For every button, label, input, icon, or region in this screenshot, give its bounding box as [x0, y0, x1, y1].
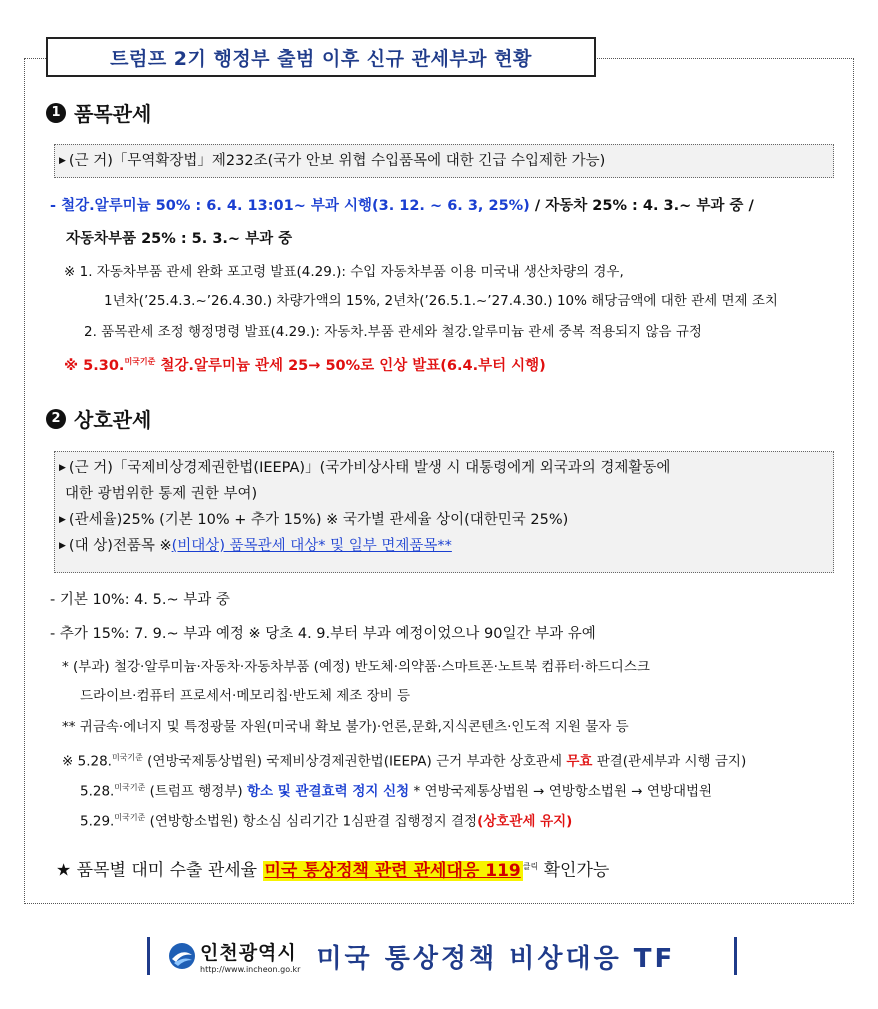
court-line-2	[80, 778, 712, 802]
basis-box-2	[54, 451, 834, 573]
incheon-logo	[168, 938, 300, 974]
number-badge-icon: 2	[46, 409, 66, 429]
court-sup: 미국기준	[114, 813, 146, 822]
section-title: 품목관세	[74, 102, 152, 126]
auto-tariff: / 자동차 25% : 4. 3.~ 부과 중 /	[529, 198, 754, 214]
court-sup: 미국기준	[111, 753, 143, 762]
basis-text-cont: 대한 광범위한 통제 권한 부여)	[65, 486, 258, 502]
basis-key: (근 거)	[68, 460, 113, 476]
number-badge-icon: 1	[46, 103, 66, 123]
footnote-1: * (부과) 철강·알루미늄·자동차·자동차부품 (예정) 반도체·의약품·스마트폰·노트북 컴퓨터·하드디스크	[62, 659, 650, 675]
court-text: (트럼프 행정부)	[145, 783, 247, 800]
note-3-text: 철강.알루미늄 관세 25→ 50%로 인상 발표(6.4.부터 시행)	[155, 357, 546, 374]
court-red: (상호관세 유지)	[477, 813, 573, 830]
note-1: ※ 1. 자동차부품 관세 완화 포고령 발표(4.29.): 수입 자동차부품 이용 미국내 생산차량의 경우,	[64, 264, 624, 280]
court-text-b: 판결(관세부과 시행 금지)	[592, 753, 747, 770]
section-title: 상호관세	[74, 408, 152, 432]
star-icon: ★	[56, 860, 72, 881]
court-red: 무효	[566, 753, 593, 770]
steel-tariff: - 철강.알루미늄 50% : 6. 4. 13:01~ 부과 시행(3. 12. ~ 6. 3, 25%)	[50, 198, 530, 214]
rate-text: 25% (기본 10% + 추가 15%) ※ 국가별 관세율 상이(대한민국 25%)	[122, 512, 569, 528]
extra-rate: - 추가 15%: 7. 9.~ 부과 예정 ※ 당초 4. 9.부터 부과 예정이었으나 90일간 부과 유예	[50, 626, 596, 642]
triangle-bullet-icon: ▶	[59, 156, 66, 166]
court-sup: 미국기준	[114, 783, 146, 792]
logo-name: 인천광역시	[200, 942, 297, 964]
triangle-bullet-icon: ▶	[59, 541, 66, 551]
note-3	[64, 352, 546, 376]
note-1b: 1년차(’25.4.3.~’26.4.30.) 차량가액의 15%, 2년차(’26.5.1.~’27.4.30.) 10% 해당금액에 대한 관세 면제 조치	[104, 293, 778, 309]
note-3-date: ※ 5.30.	[64, 357, 125, 374]
footer-bar-left	[147, 937, 150, 975]
court-line-3	[80, 808, 572, 832]
triangle-bullet-icon: ▶	[59, 515, 66, 525]
court-date: 5.29.	[80, 813, 115, 830]
logo-url: http://www.incheon.go.kr	[200, 965, 301, 974]
court-text: (연방국제통상법원) 국제비상경제권한법(IEEPA) 근거 부과한 상호관세	[142, 753, 567, 770]
footnote-1b: 드라이브·컴퓨터 프로세서·메모리칩·반도체 제조 장비 등	[80, 688, 410, 704]
court-text-b: * 연방국제통상법원 → 연방항소법원 → 연방대법원	[409, 783, 713, 800]
rate-key: (관세율)	[68, 512, 123, 528]
basis-key: (근 거)	[68, 153, 113, 169]
footer-bar-right	[734, 937, 737, 975]
target-key: (대 상)	[68, 538, 113, 554]
target-text: 전품목 ※	[112, 538, 172, 554]
tariff-line-1	[50, 196, 754, 216]
tf-title: 미국 통상정책 비상대응 TF	[316, 943, 676, 974]
page-title: 트럼프 2기 행정부 출범 이후 신규 관세부과 현황	[46, 37, 596, 77]
footer	[147, 936, 737, 976]
court-date: ※ 5.28.	[62, 753, 112, 770]
note-3-sup: 미국기준	[124, 357, 156, 366]
court-line-1	[62, 748, 746, 772]
tariff-line-2: 자동차부품 25% : 5. 3.~ 부과 중	[66, 231, 293, 247]
tariff-119-link[interactable]: 미국 통상정책 관련 관세대응 119	[264, 860, 521, 881]
basis-text: 「무역확장법」제232조(국가 안보 위협 수입품목에 대한 긴급 수입제한 가능)	[112, 153, 606, 169]
section-heading-1	[46, 98, 151, 127]
exempt-items-link[interactable]: (비대상) 품목관세 대상* 및 일부 면제품목**	[171, 538, 452, 554]
court-text: (연방항소법원) 항소심 심리기간 1심판결 집행정지 결정	[145, 813, 478, 830]
basis-text: 「국제비상경제권한법(IEEPA)」(국가비상사태 발생 시 대통령에게 외국과의 경제활동에	[112, 460, 671, 476]
court-blue: 항소 및 관결효력 정지 신청	[246, 783, 410, 800]
bottom-tail: 확인가능	[543, 860, 610, 881]
bottom-text: 품목별 대미 수출 관세율	[76, 860, 258, 881]
basic-rate: - 기본 10%: 4. 5.~ 부과 중	[50, 592, 230, 608]
note-2: 2. 품목관세 조정 행정명령 발표(4.29.): 자동차.부품 관세와 철강.알루미늄 관세 중복 적용되지 않음 규정	[84, 324, 702, 340]
section-heading-2	[46, 404, 151, 433]
court-date: 5.28.	[80, 783, 115, 800]
footnote-2: ** 귀금속·에너지 및 특정광물 자원(미국내 확보 불가)·언론,문화,지식콘텐츠·인도적 지원 물자 등	[62, 719, 629, 735]
triangle-bullet-icon: ▶	[59, 463, 66, 473]
incheon-emblem-icon	[168, 942, 196, 970]
bottom-note	[56, 855, 609, 883]
basis-box-1	[54, 144, 834, 178]
click-sup: 클릭	[522, 862, 539, 871]
